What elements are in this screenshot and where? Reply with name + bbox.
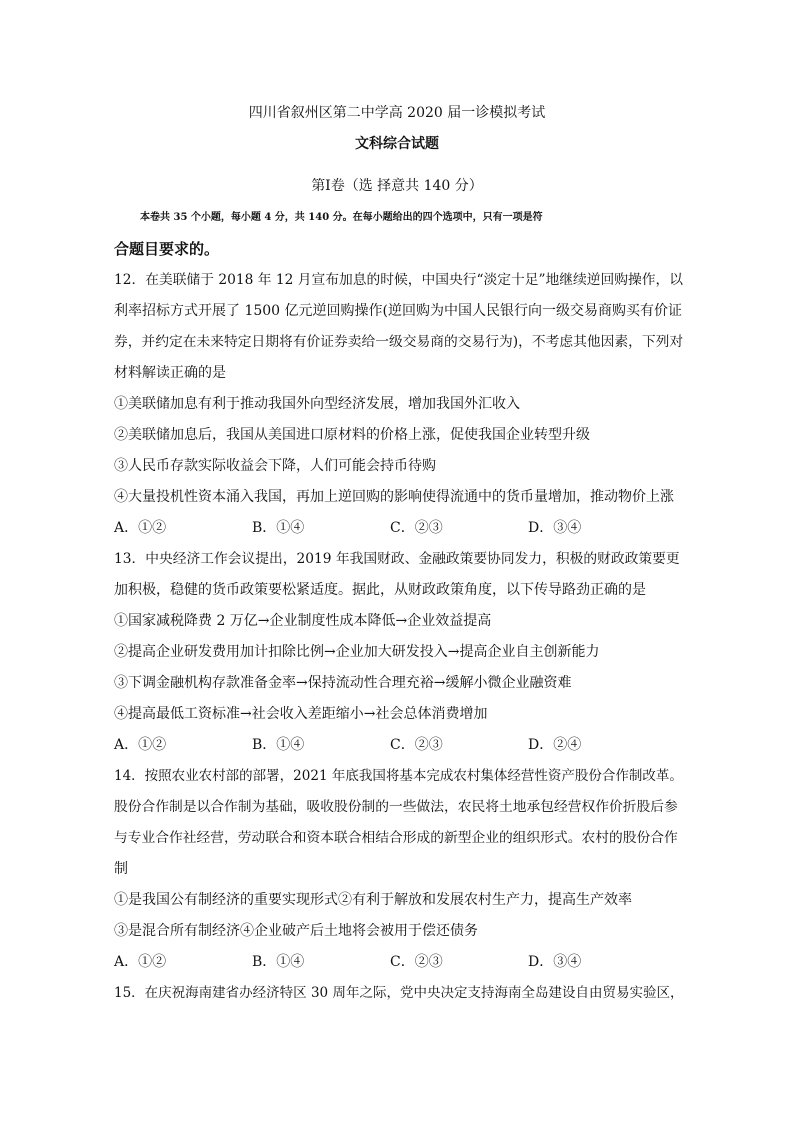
q14-option-b[interactable]: B．①④: [252, 954, 305, 970]
q14-line-1: 14．按照农业农村部的部署，2021 年底我国将基本完成农村集体经营性资产股份合作制改革。: [114, 768, 683, 784]
q12-line-4: 材料解读正确的是: [114, 365, 226, 381]
q13-option-b[interactable]: B．①④: [252, 737, 305, 753]
q14-option-a[interactable]: A．①②: [114, 954, 167, 970]
q12-option-b[interactable]: B．①④: [252, 520, 305, 536]
q13-statement-1: ①国家减税降费 2 万亿→企业制度性成本降低→企业效益提高: [114, 613, 492, 629]
q12-option-d[interactable]: D．③④: [528, 520, 582, 536]
q14-line-3: 与专业合作社经营，劳动联合和资本联合相结合形成的新型企业的组织形式。农村的股份合作: [114, 830, 678, 846]
q12-line-2: 利率招标方式开展了 1500 亿元逆回购操作(逆回购为中国人民银行向一级交易商购买有价证: [114, 303, 682, 319]
q12-option-c[interactable]: C．②③: [390, 520, 443, 536]
intro-line-2: 合题目要求的。: [114, 240, 220, 258]
q13-option-c[interactable]: C．②③: [390, 737, 443, 753]
q13-line-2: 加积极，稳健的货币政策要松紧适度。据此，从财政政策角度，以下传导路劲正确的是: [114, 582, 646, 598]
q12-statement-3: ③人民币存款实际收益会下降，人们可能会持币待购: [114, 458, 436, 474]
q14-statement-2: ③是混合所有制经济④企业破产后土地将会被用于偿还债务: [114, 923, 478, 939]
q14-option-d[interactable]: D．③④: [528, 954, 582, 970]
q12-options: [114, 518, 684, 538]
exam-title: 四川省叙州区第二中学高 2020 届一诊模拟考试: [248, 105, 546, 121]
q12-statement-4: ④大量投机性资本涌入我国，再加上逆回购的影响使得流通中的货币量增加，推动物价上涨: [114, 489, 674, 505]
q15-line-1: 15．在庆祝海南建省办经济特区 30 周年之际，党中央决定支持海南全岛建设自由贸易实验区，: [114, 985, 684, 1001]
q13-line-1: 13．中央经济工作会议提出，2019 年我国财政、金融政策要协同发力，积极的财政政策要更: [114, 551, 680, 567]
intro-line-1: 本卷共 35 个小题，每小题 4 分，共 140 分。在每小题给出的四个选项中，只有一项是符: [140, 212, 543, 223]
q12-option-a[interactable]: A．①②: [114, 520, 167, 536]
q14-line-2: 股份合作制是以合作制为基础，吸收股份制的一些做法，农民将土地承包经营权作价折股后参: [114, 799, 678, 815]
q12-statement-1: ①美联储加息有利于推动我国外向型经济发展，增加我国外汇收入: [114, 396, 520, 412]
q13-statement-2: ②提高企业研发费用加计扣除比例→企业加大研发投入→提高企业自主创新能力: [114, 644, 600, 660]
section-heading: 第Ⅰ卷（选 择意共 140 分）: [311, 178, 483, 194]
q14-statement-1: ①是我国公有制经济的重要实现形式②有利于解放和发展农村生产力，提高生产效率: [114, 892, 632, 908]
q13-statement-3: ③下调金融机构存款准备金率→保持流动性合理充裕→缓解小微企业融资难: [114, 675, 572, 691]
q13-options: [114, 735, 684, 755]
q12-statement-2: ②美联储加息后，我国从美国进口原材料的价格上涨，促使我国企业转型升级: [114, 427, 590, 443]
q12-line-3: 券，并约定在未来特定日期将有价证券卖给一级交易商的交易行为)，不考虑其他因素，下列对: [114, 334, 684, 350]
q13-option-d[interactable]: D．②④: [528, 737, 582, 753]
exam-subject: 文科综合试题: [355, 136, 439, 152]
q13-statement-4: ④提高最低工资标准→社会收入差距缩小→社会总体消费增加: [114, 706, 488, 722]
q14-option-c[interactable]: C．②③: [390, 954, 443, 970]
q13-option-a[interactable]: A．①②: [114, 737, 167, 753]
q14-line-4: 制: [114, 861, 128, 877]
q12-line-1: 12．在美联储于 2018 年 12 月宣布加息的时候，中国央行“淡定十足”地继续逆回购操作，以: [114, 272, 684, 288]
q14-options: [114, 952, 684, 972]
